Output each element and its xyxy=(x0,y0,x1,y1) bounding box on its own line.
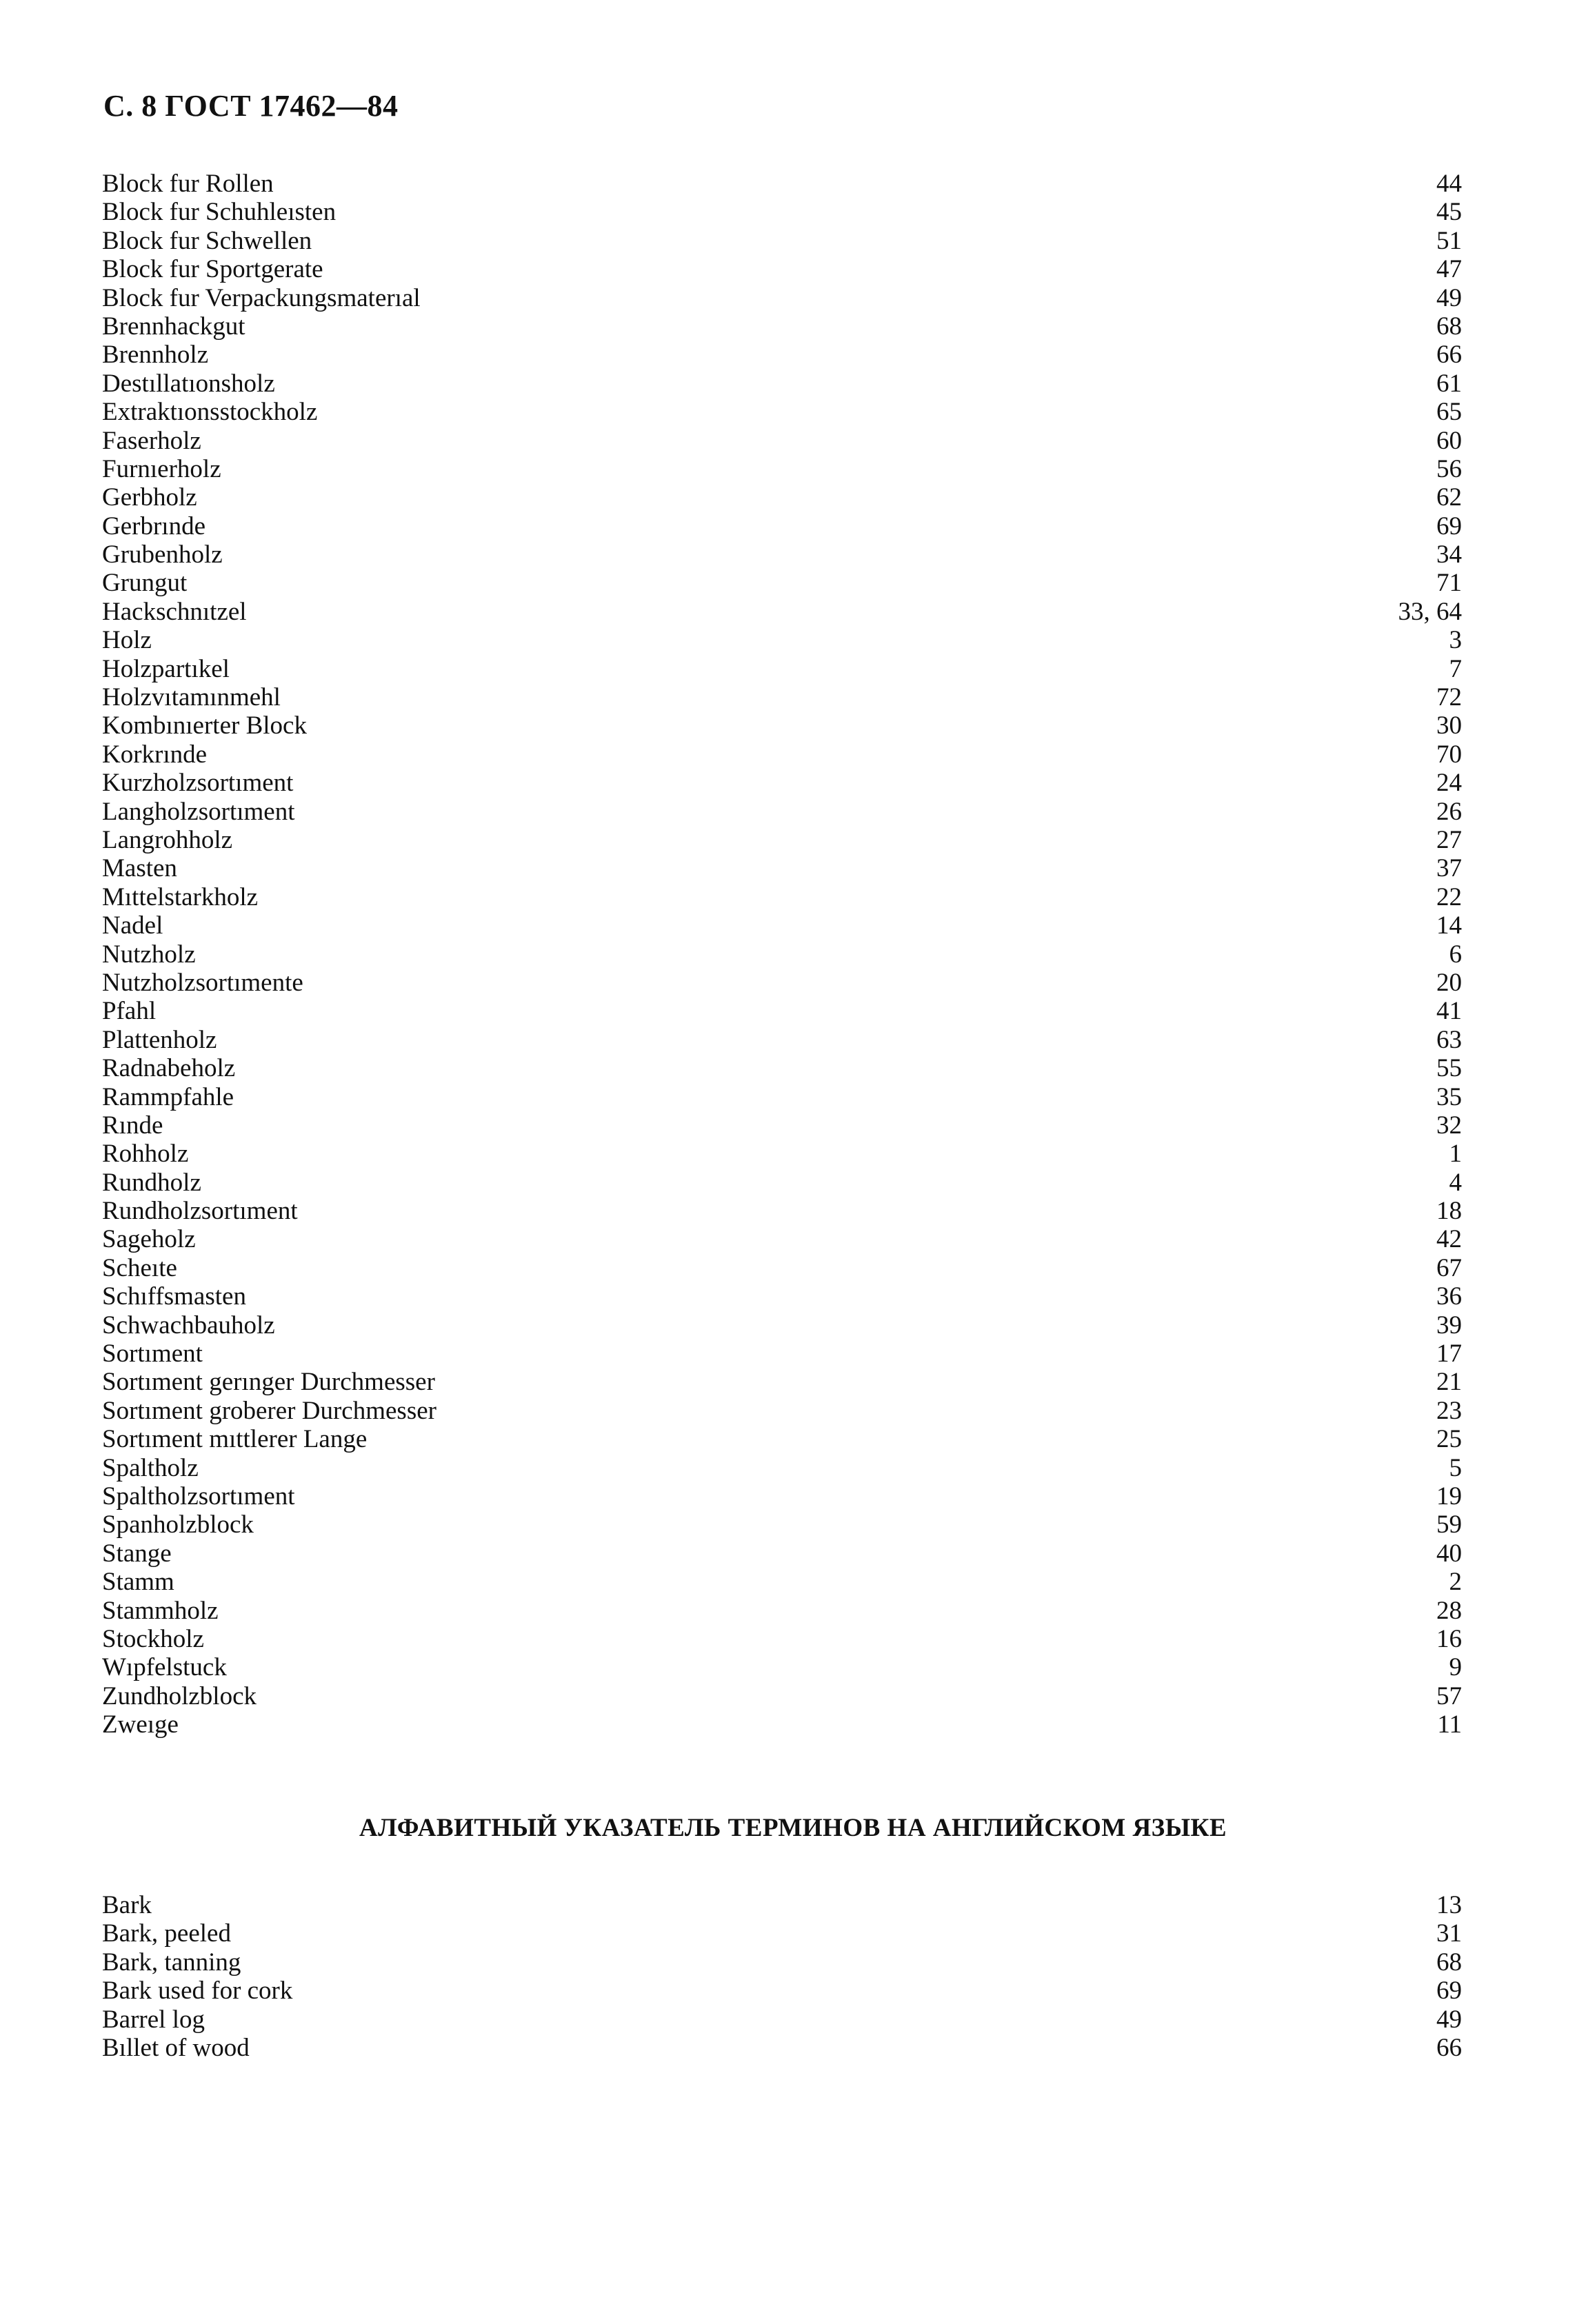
index-term: Faserholz xyxy=(102,426,201,455)
index-entry xyxy=(102,312,1462,341)
index-term: Sortıment mıttlerer Lange xyxy=(102,1425,368,1454)
index-term: Sortıment xyxy=(102,1340,203,1368)
index-term-number: 3 xyxy=(1449,626,1462,655)
german-term-index xyxy=(102,170,1462,1739)
index-entry xyxy=(102,284,1462,312)
index-entry xyxy=(102,1397,1462,1425)
index-term-number: 14 xyxy=(1436,911,1462,940)
index-term: Nadel xyxy=(102,911,163,940)
index-entry xyxy=(102,512,1462,540)
index-term: Spaltholzsortıment xyxy=(102,1482,295,1510)
index-entry xyxy=(102,1368,1462,1396)
index-term: Bıllet of wood xyxy=(102,2033,250,2062)
index-entry xyxy=(102,1568,1462,1596)
index-term: Rınde xyxy=(102,1111,163,1140)
index-entry xyxy=(102,1510,1462,1539)
index-term-number: 1 xyxy=(1449,1140,1462,1169)
index-entry xyxy=(102,826,1462,854)
index-term-number: 56 xyxy=(1436,454,1462,483)
index-term: Barrel log xyxy=(102,2005,205,2034)
index-entry xyxy=(102,1454,1462,1482)
index-term-number: 16 xyxy=(1436,1624,1462,1653)
index-entry xyxy=(102,1111,1462,1140)
index-term: Zweıge xyxy=(102,1710,179,1739)
index-term-number: 17 xyxy=(1436,1340,1462,1368)
index-term-number: 32 xyxy=(1436,1111,1462,1140)
index-term: Block fur Verpackungsmaterıal xyxy=(102,283,421,312)
index-entry xyxy=(102,854,1462,882)
index-term-number: 70 xyxy=(1436,740,1462,769)
index-entry xyxy=(102,198,1462,226)
index-term: Bark, tanning xyxy=(102,1948,241,1977)
index-term: Plattenholz xyxy=(102,1025,217,1054)
index-term-number: 6 xyxy=(1449,940,1462,969)
index-term: Bark xyxy=(102,1891,152,1919)
index-term-number: 63 xyxy=(1436,1025,1462,1054)
index-term: Pfahl xyxy=(102,997,157,1026)
index-term-number: 59 xyxy=(1436,1510,1462,1539)
index-entry xyxy=(102,997,1462,1025)
index-entry xyxy=(102,341,1462,369)
index-term: Grubenholz xyxy=(102,540,223,569)
index-entry xyxy=(102,1977,1462,2005)
index-term-number: 57 xyxy=(1436,1681,1462,1710)
index-term: Spanholzblock xyxy=(102,1510,254,1539)
index-entry xyxy=(102,1169,1462,1197)
index-entry xyxy=(102,969,1462,997)
index-entry xyxy=(102,1254,1462,1282)
index-entry xyxy=(102,569,1462,597)
index-term: Holz xyxy=(102,626,152,655)
index-entry xyxy=(102,598,1462,626)
index-entry xyxy=(102,1425,1462,1453)
index-term-number: 18 xyxy=(1436,1197,1462,1226)
index-term: Nutzholz xyxy=(102,940,196,969)
index-term: Hackschnıtzel xyxy=(102,597,247,626)
index-term-number: 40 xyxy=(1436,1539,1462,1568)
index-term: Stange xyxy=(102,1539,172,1568)
index-entry xyxy=(102,398,1462,426)
index-entry xyxy=(102,1539,1462,1568)
index-term-number: 37 xyxy=(1436,854,1462,883)
index-term-number: 45 xyxy=(1436,198,1462,227)
index-term: Rohholz xyxy=(102,1140,189,1169)
index-term-number: 33, 64 xyxy=(1398,597,1462,626)
index-term-number: 49 xyxy=(1436,2005,1462,2034)
index-term: Bark, peeled xyxy=(102,1919,231,1948)
index-entry xyxy=(102,255,1462,283)
index-term-number: 55 xyxy=(1436,1054,1462,1083)
index-term: Rammpfahle xyxy=(102,1082,234,1111)
index-term: Schıffsmasten xyxy=(102,1282,246,1311)
index-term-number: 2 xyxy=(1449,1568,1462,1597)
index-term-number: 13 xyxy=(1436,1891,1462,1919)
index-term-number: 71 xyxy=(1436,569,1462,598)
index-term-number: 42 xyxy=(1436,1225,1462,1254)
index-entry xyxy=(102,455,1462,483)
index-term-number: 11 xyxy=(1437,1710,1462,1739)
index-term-number: 51 xyxy=(1436,226,1462,255)
index-term-number: 34 xyxy=(1436,540,1462,569)
index-term: Block fur Sportgerate xyxy=(102,255,323,284)
index-term-number: 27 xyxy=(1436,825,1462,854)
index-entry xyxy=(102,883,1462,911)
index-term-number: 24 xyxy=(1436,769,1462,798)
index-entry xyxy=(102,1225,1462,1253)
index-term: Bark used for cork xyxy=(102,1977,293,2005)
page-header: С. 8 ГОСТ 17462—84 xyxy=(103,89,399,123)
index-entry xyxy=(102,540,1462,569)
index-term: Gerbrınde xyxy=(102,512,205,540)
index-term-number: 41 xyxy=(1436,997,1462,1026)
index-term-number: 60 xyxy=(1436,426,1462,455)
index-term-number: 47 xyxy=(1436,255,1462,284)
index-term: Langholzsortıment xyxy=(102,797,295,826)
index-term-number: 31 xyxy=(1436,1919,1462,1948)
index-term-number: 68 xyxy=(1436,1948,1462,1977)
index-term-number: 23 xyxy=(1436,1396,1462,1425)
index-term: Block fur Rollen xyxy=(102,170,274,198)
index-entry xyxy=(102,1891,1462,1919)
index-term: Kombınıerter Block xyxy=(102,711,307,740)
index-term-number: 25 xyxy=(1436,1425,1462,1454)
index-term-number: 65 xyxy=(1436,398,1462,427)
index-entry xyxy=(102,798,1462,826)
index-term: Holzpartıkel xyxy=(102,654,230,683)
index-entry xyxy=(102,2005,1462,2034)
index-term-number: 39 xyxy=(1436,1311,1462,1340)
index-entry xyxy=(102,2034,1462,2062)
index-term-number: 66 xyxy=(1436,2033,1462,2062)
index-term: Kurzholzsortıment xyxy=(102,769,294,798)
index-term: Rundholzsortıment xyxy=(102,1197,298,1226)
index-entry xyxy=(102,626,1462,654)
index-entry xyxy=(102,1054,1462,1082)
index-entry xyxy=(102,227,1462,255)
index-entry xyxy=(102,1653,1462,1681)
index-term: Schwachbauholz xyxy=(102,1311,275,1340)
index-term: Scheıte xyxy=(102,1253,177,1282)
index-term: Sortıment gerınger Durchmesser xyxy=(102,1368,435,1397)
index-term: Brennhackgut xyxy=(102,312,245,341)
index-term-number: 21 xyxy=(1436,1368,1462,1397)
index-term-number: 22 xyxy=(1436,882,1462,911)
index-entry xyxy=(102,370,1462,398)
index-term: Destıllatıonsholz xyxy=(102,369,275,398)
index-entry xyxy=(102,1625,1462,1653)
index-term: Sortıment groberer Durchmesser xyxy=(102,1396,436,1425)
index-entry xyxy=(102,1083,1462,1111)
index-term: Sageholz xyxy=(102,1225,196,1254)
index-term-number: 67 xyxy=(1436,1253,1462,1282)
index-term-number: 4 xyxy=(1449,1168,1462,1197)
index-entry xyxy=(102,740,1462,769)
index-entry xyxy=(102,1919,1462,1948)
index-term: Gerbholz xyxy=(102,483,197,512)
index-entry xyxy=(102,483,1462,512)
index-entry xyxy=(102,683,1462,711)
index-term-number: 19 xyxy=(1436,1482,1462,1510)
index-term: Stammholz xyxy=(102,1596,219,1625)
index-term: Mıttelstarkholz xyxy=(102,882,259,911)
index-term-number: 20 xyxy=(1436,968,1462,997)
index-entry xyxy=(102,911,1462,940)
index-term-number: 7 xyxy=(1449,654,1462,683)
index-term-number: 35 xyxy=(1436,1082,1462,1111)
index-term: Spaltholz xyxy=(102,1453,199,1482)
index-entry xyxy=(102,1026,1462,1054)
index-entry xyxy=(102,1682,1462,1710)
index-term: Zundholzblock xyxy=(102,1681,257,1710)
index-entry xyxy=(102,427,1462,455)
index-term-number: 49 xyxy=(1436,283,1462,312)
index-term: Langrohholz xyxy=(102,825,233,854)
index-term: Furnıerholz xyxy=(102,454,221,483)
index-entry xyxy=(102,1710,1462,1739)
index-entry xyxy=(102,1197,1462,1225)
index-term: Brennholz xyxy=(102,341,209,370)
index-term-number: 30 xyxy=(1436,711,1462,740)
index-term-number: 68 xyxy=(1436,312,1462,341)
index-entry xyxy=(102,940,1462,969)
index-term-number: 26 xyxy=(1436,797,1462,826)
index-term: Extraktıonsstockholz xyxy=(102,398,318,427)
index-term-number: 66 xyxy=(1436,341,1462,370)
index-entry xyxy=(102,769,1462,797)
index-term-number: 62 xyxy=(1436,483,1462,512)
index-term: Rundholz xyxy=(102,1168,201,1197)
index-term: Radnabeholz xyxy=(102,1054,236,1083)
index-entry xyxy=(102,1482,1462,1510)
index-term: Stamm xyxy=(102,1568,174,1597)
index-entry xyxy=(102,1948,1462,1977)
index-term-number: 61 xyxy=(1436,369,1462,398)
index-term: Block fur Schuhleısten xyxy=(102,198,337,227)
index-entry xyxy=(102,170,1462,198)
english-index-title: АЛФАВИТНЫЙ УКАЗАТЕЛЬ ТЕРМИНОВ НА АНГЛИЙСКОМ ЯЗЫКЕ xyxy=(359,1814,1227,1842)
index-term: Holzvıtamınmehl xyxy=(102,683,281,712)
index-entry xyxy=(102,711,1462,740)
index-entry xyxy=(102,1311,1462,1340)
english-term-index xyxy=(102,1891,1462,2062)
index-term: Grungut xyxy=(102,569,188,598)
index-entry xyxy=(102,1140,1462,1168)
index-term-number: 36 xyxy=(1436,1282,1462,1311)
index-term: Nutzholzsortımente xyxy=(102,968,303,997)
index-term: Masten xyxy=(102,854,177,883)
index-term: Block fur Schwellen xyxy=(102,226,312,255)
index-term: Stockholz xyxy=(102,1624,204,1653)
index-term-number: 69 xyxy=(1436,512,1462,540)
index-entry xyxy=(102,655,1462,683)
index-term-number: 5 xyxy=(1449,1453,1462,1482)
index-term-number: 44 xyxy=(1436,170,1462,198)
index-entry xyxy=(102,1282,1462,1311)
index-term-number: 28 xyxy=(1436,1596,1462,1625)
index-term: Wıpfelstuck xyxy=(102,1653,227,1682)
index-entry xyxy=(102,1340,1462,1368)
index-term-number: 69 xyxy=(1436,1977,1462,2005)
index-term-number: 72 xyxy=(1436,683,1462,712)
index-term: Korkrınde xyxy=(102,740,208,769)
index-term-number: 9 xyxy=(1449,1653,1462,1682)
index-entry xyxy=(102,1597,1462,1625)
